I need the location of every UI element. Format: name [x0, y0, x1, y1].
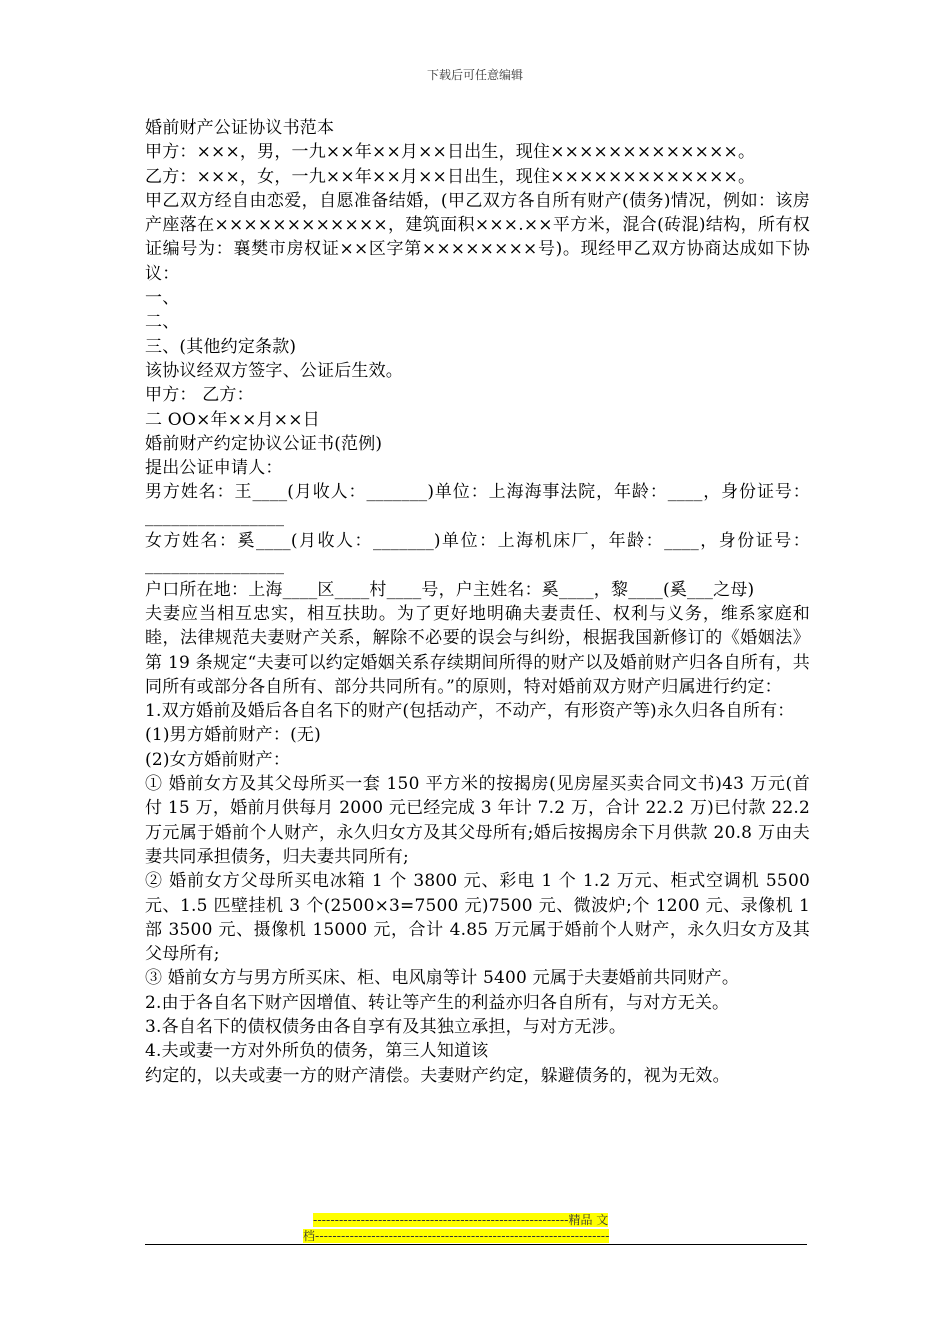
document-title: 婚前财产公证协议书范本: [145, 118, 335, 138]
item-1-2-c: ③ 婚前女方与男方所买床、柜、电风扇等计 5400 元属于夫妻婚前共同财产。: [145, 968, 740, 989]
household-registration: 户口所在地：上海____区____村____号，户主姓名：奚____，黎____(奚___之母): [145, 579, 755, 600]
item-1-2: (2)女方婚前财产：: [145, 749, 291, 770]
footer-line-1: -----------------------------------------------------------精品 文: [313, 1213, 609, 1227]
footer-divider: [145, 1244, 807, 1245]
item-4-continued: 约定的，以夫或妻一方的财产清偿。夫妻财产约定，躲避债务的，视为无效。: [145, 1065, 730, 1086]
sample-title: 婚前财产约定协议公证书(范例): [145, 433, 383, 454]
male-applicant: 男方姓名：王____(月收人：_______)单位：上海海事法院，年龄：____，身份证号：________________: [145, 482, 810, 527]
date-line: 二 OO×年××月××日: [145, 409, 320, 430]
item-1-2-a: ① 婚前女方及其父母所买一套 150 平方米的按揭房(见房屋买卖合同文书)43 万元(首付 15 万，婚前月供每月 2000 元已经完成 3 年计 7.2 万，合计 22.2 万)已付款 22.2 万元属于婚前个人财产，永久归女方及其父母所有;婚后按揭房余下月供款 20.8 万由夫妻共同承担债务，归夫妻共同所有;: [145, 774, 810, 867]
item-2: 2.由于各自名下财产因增值、转让等产生的利益亦归各自所有，与对方无关。: [145, 992, 730, 1013]
applicants-heading: 提出公证申请人：: [145, 458, 283, 479]
page-header: 下载后可任意编辑: [426, 68, 523, 82]
item-3: 3.各自名下的债权债务由各自享有及其独立承担，与对方无涉。: [145, 1016, 627, 1037]
agreement-intro: 夫妻应当相互忠实，相互扶助。为了更好地明确夫妻责任、权利与义务，维系家庭和睦，法律规范夫妻财产关系，解除不必要的误会与纠纷，根据我国新修订的《婚姻法》第 19 条规定“夫妻可以约定婚姻关系存续期间所得的财产以及婚前财产归各自所有，共同所有或部分各自所有、部分共同所有。”的原则，特对婚前双方财产归属进行约定：: [145, 603, 810, 697]
female-applicant: 女方姓名：奚____(月收人：_______)单位：上海机床厂，年龄：____，身份证号：________________: [145, 531, 810, 576]
clause-three: 三、(其他约定条款): [145, 336, 297, 357]
item-1: 1.双方婚前及婚后各自名下的财产(包括动产，不动产，有形资产等)永久归各自所有：: [145, 701, 795, 722]
footer-line-2: 档--------------------------------------------------------------------: [303, 1229, 610, 1243]
preamble-paragraph: 甲乙双方经自由恋爱，自愿准备结婚，(甲乙双方各自所有财产(债务)情况，例如：该房产座落在××××××××××××，建筑面积×××.××平方米，混合(砖混)结构，所有权证编号为：襄樊市房权证××区字第××××××××号)。现经甲乙双方协商达成如下协议：: [145, 190, 810, 284]
party-b-info: 乙方：×××，女，一九××年××月××日出生，现住×××××××××××××。: [145, 166, 756, 187]
item-1-2-b: ② 婚前女方父母所买电冰箱 1 个 3800 元、彩电 1 个 1.2 万元、柜式空调机 5500 元、1.5 匹壁挂机 3 个(2500×3=7500 元)7500 元、微波炉;个 1200 元、录像机 1 部 3500 元、摄像机 15000 元，合计 4.85 万元属于婚前个人财产，永久归女方及其父母所有;: [145, 871, 810, 965]
footer-watermark: [303, 1212, 648, 1244]
signature-line: 甲方： 乙方：: [145, 385, 254, 406]
item-1-1: (1)男方婚前财产：(无): [145, 725, 321, 746]
item-4: 4.夫或妻一方对外所负的债务，第三人知道该: [145, 1041, 489, 1062]
party-a-info: 甲方：×××，男，一九××年××月××日出生，现住×××××××××××××。: [145, 142, 756, 163]
effective-clause: 该协议经双方签字、公证后生效。: [145, 360, 403, 381]
clause-two: 二、: [145, 312, 180, 333]
document-body: [145, 116, 810, 1088]
clause-one: 一、: [145, 288, 180, 309]
